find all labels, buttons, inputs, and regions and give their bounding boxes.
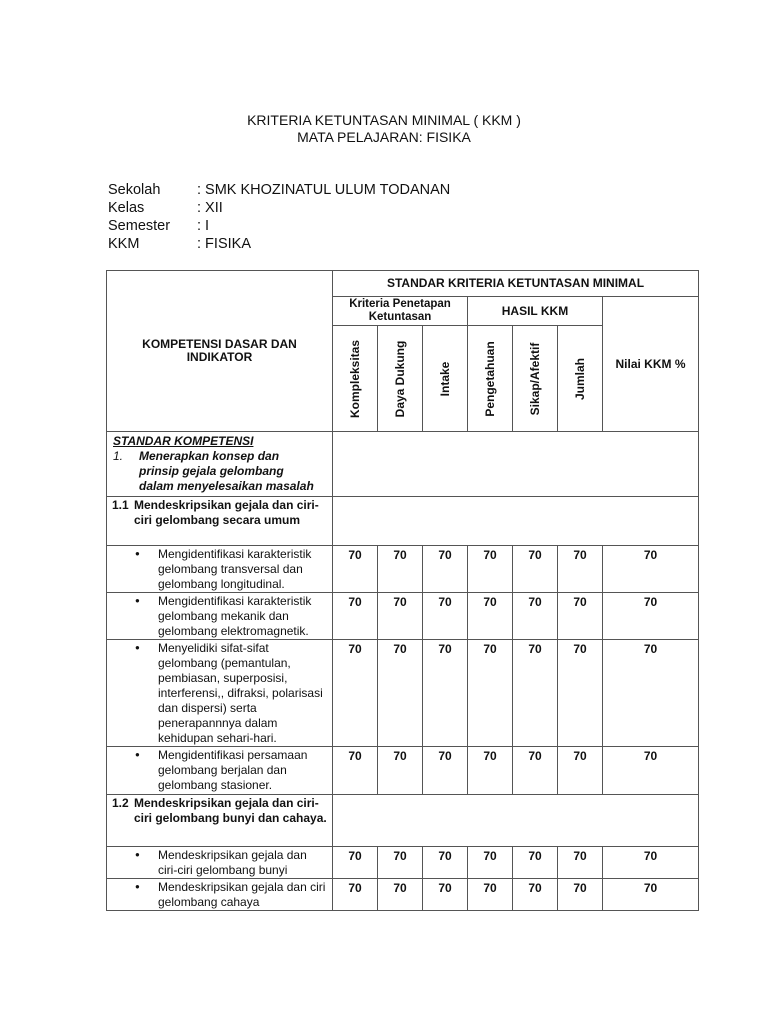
header-col: Daya Dukung xyxy=(378,326,423,432)
info-label: Sekolah xyxy=(108,182,161,198)
kkm-value: 70 xyxy=(423,546,468,593)
kkm-value: 70 xyxy=(378,546,423,593)
kkm-value: 70 xyxy=(513,847,558,879)
kkm-value: 70 xyxy=(333,747,378,795)
bullet-icon: ● xyxy=(135,750,140,759)
info-value: : FISIKA xyxy=(197,236,251,252)
kkm-value: 70 xyxy=(558,747,603,795)
kkm-value: 70 xyxy=(513,879,558,911)
kkm-value: 70 xyxy=(423,640,468,747)
kkm-value: 70 xyxy=(513,593,558,640)
kkm-value: 70 xyxy=(513,546,558,593)
kkm-value: 70 xyxy=(378,847,423,879)
info-value: : SMK KHOZINATUL ULUM TODANAN xyxy=(197,182,451,198)
info-label: Semester xyxy=(108,218,171,234)
kkm-value: 70 xyxy=(423,847,468,879)
indicator-text: ● Mengidentifikasi karakteristik gelombang transversal dan gelombang longitudinal. xyxy=(107,546,333,593)
header-col: Intake xyxy=(423,326,468,432)
indicator-text: ● Menyelidiki sifat-sifat gelombang (pemantulan, pembiasan, superposisi, interferensi,, difraksi, polarisasi dan dispersi) serta penerapannnya dalam kehidupan sehari-hari. xyxy=(107,640,333,747)
header-col: Kompleksitas xyxy=(333,326,378,432)
kkm-value: 70 xyxy=(603,847,699,879)
indicator-row xyxy=(107,747,699,795)
kkm-value: 70 xyxy=(603,747,699,795)
kkm-value: 70 xyxy=(333,546,378,593)
kkm-value: 70 xyxy=(558,640,603,747)
bullet-icon: ● xyxy=(135,882,140,891)
kkm-value: 70 xyxy=(468,593,513,640)
indicator-text: ● Mengidentifikasi persamaan gelombang berjalan dan gelombang stasioner. xyxy=(107,747,333,795)
header-col: Sikap/Afektif xyxy=(513,326,558,432)
kkm-value: 70 xyxy=(468,847,513,879)
kkm-value: 70 xyxy=(423,593,468,640)
info-label: KKM xyxy=(108,236,140,252)
kkm-value: 70 xyxy=(333,847,378,879)
kkm-value: 70 xyxy=(558,879,603,911)
info-kkm xyxy=(108,236,251,252)
indicator-row xyxy=(107,593,699,640)
header-hasil-kkm: HASIL KKM xyxy=(468,297,603,326)
header-col: Pengetahuan xyxy=(468,326,513,432)
header-kompetensi-dasar: KOMPETENSI DASAR DAN INDIKATOR xyxy=(107,271,333,432)
kkm-value: 70 xyxy=(513,747,558,795)
kkm-value: 70 xyxy=(468,879,513,911)
kkm-value: 70 xyxy=(333,640,378,747)
header-kriteria: Kriteria Penetapan Ketuntasan xyxy=(333,297,468,326)
kkm-value: 70 xyxy=(378,593,423,640)
info-semester xyxy=(108,218,210,234)
info-sekolah xyxy=(108,182,451,198)
indicator-row xyxy=(107,879,699,911)
kkm-value: 70 xyxy=(468,640,513,747)
doc-subtitle: MATA PELAJARAN: FISIKA xyxy=(297,129,471,145)
kkm-value: 70 xyxy=(423,747,468,795)
header-col: Jumlah xyxy=(558,326,603,432)
kkm-value: 70 xyxy=(468,546,513,593)
indicator-text: ● Mengidentifikasi karakteristik gelombang mekanik dan gelombang elektromagnetik. xyxy=(107,593,333,640)
bullet-icon: ● xyxy=(135,850,140,859)
kkm-table xyxy=(106,270,699,911)
kkm-value: 70 xyxy=(603,640,699,747)
standar-kompetensi: STANDAR KOMPETENSI 1. Menerapkan konsep dan prinsip gejala gelombang dalam menyelesaikan masalah xyxy=(107,432,333,497)
empty-cell xyxy=(333,432,699,497)
kkm-value: 70 xyxy=(468,747,513,795)
indicator-row xyxy=(107,847,699,879)
kkm-value: 70 xyxy=(378,640,423,747)
kkm-value: 70 xyxy=(513,640,558,747)
bullet-icon: ● xyxy=(135,596,140,605)
indicator-text: ● Mendeskripsikan gejala dan ciri gelombang cahaya xyxy=(107,879,333,911)
empty-cell xyxy=(333,795,699,847)
info-kelas xyxy=(108,200,223,216)
indicator-row xyxy=(107,640,699,747)
indicator-row xyxy=(107,546,699,593)
bullet-icon: ● xyxy=(135,643,140,652)
kkm-value: 70 xyxy=(378,747,423,795)
info-value: : XII xyxy=(197,200,223,216)
info-value: : I xyxy=(197,218,210,234)
indicator-text: ● Mendeskripsikan gejala dan ciri-ciri gelombang bunyi xyxy=(107,847,333,879)
empty-cell xyxy=(333,497,699,546)
kompetensi-dasar-1-2: 1.2 Mendeskripsikan gejala dan ciri-ciri gelombang bunyi dan cahaya. xyxy=(107,795,333,847)
kkm-value: 70 xyxy=(603,879,699,911)
kkm-value: 70 xyxy=(423,879,468,911)
info-label: Kelas xyxy=(108,200,145,216)
kompetensi-dasar-1-1: 1.1 Mendeskripsikan gejala dan ciri-ciri gelombang secara umum xyxy=(107,497,333,546)
kkm-value: 70 xyxy=(603,546,699,593)
bullet-icon: ● xyxy=(135,549,140,558)
kkm-value: 70 xyxy=(558,847,603,879)
kkm-value: 70 xyxy=(558,593,603,640)
kkm-value: 70 xyxy=(603,593,699,640)
doc-title: KRITERIA KETUNTASAN MINIMAL ( KKM ) xyxy=(247,112,521,128)
kkm-value: 70 xyxy=(333,879,378,911)
header-nilai-kkm: Nilai KKM % xyxy=(603,297,699,432)
kkm-value: 70 xyxy=(558,546,603,593)
header-standar: STANDAR KRITERIA KETUNTASAN MINIMAL xyxy=(333,271,699,297)
kkm-value: 70 xyxy=(378,879,423,911)
kkm-value: 70 xyxy=(333,593,378,640)
